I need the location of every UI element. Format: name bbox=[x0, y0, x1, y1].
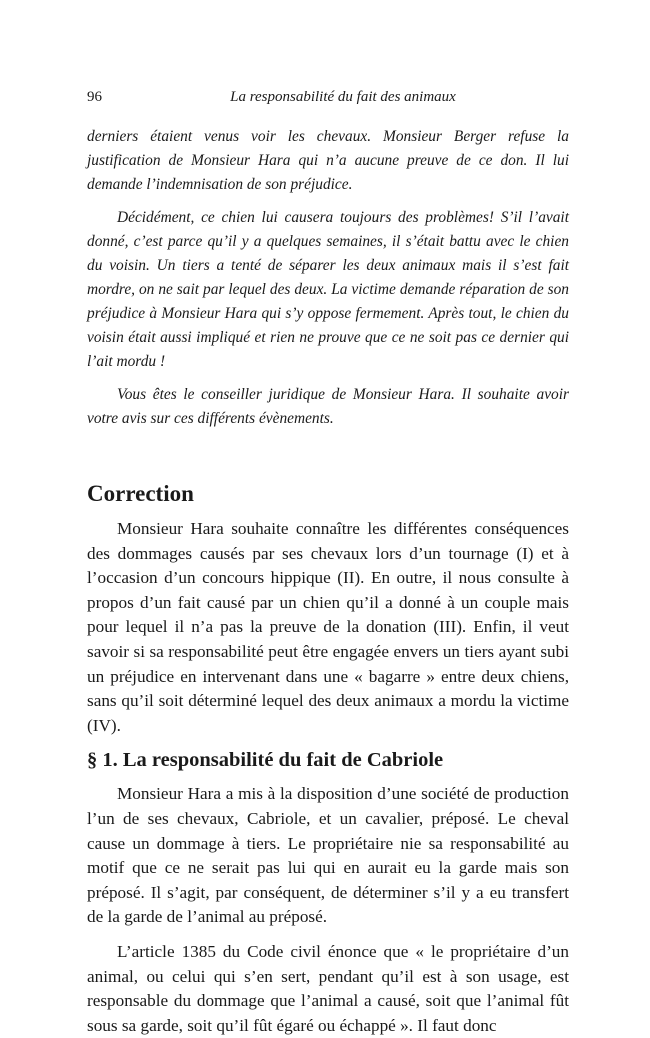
running-title: La responsabilité du fait des animaux bbox=[230, 89, 456, 105]
page-number: 96 bbox=[87, 89, 102, 105]
exercise-paragraph: Décidément, ce chien lui causera toujours des problèmes! S’il l’avait donné, c’est parce qu’il y a quelques semaines, il s’était battu avec le chien du voisin. Un tiers a tenté de séparer les deux animaux mais il s’est fait mordre, on ne sait par lequel des deux. La victime demande réparation de son préjudice à Monsieur Hara qui s’y oppose fermement. Après tout, le chien du voisin était aussi impliqué et rien ne prouve que ce ne soit pas ce dernier qui l’ait mordu ! bbox=[87, 209, 569, 370]
running-header bbox=[87, 89, 569, 113]
exercise-paragraph-continued: derniers étaient venus voir les chevaux. Monsieur Berger refuse la justification de Monsieur Hara qui n’a aucune preuve de ce don. Il lui demande l’indemnisation de son préjudice. bbox=[87, 128, 569, 193]
correction-intro: Monsieur Hara souhaite connaître les différentes conséquences des dommages causés par ses chevaux lors d’un tournage (I) et à l’occasion d’un concours hippique (II). En outre, il nous consulte à propos d’un fait causé par un chien qu’il a donné à un couple mais pour lequel il n’a pas la preuve de la donation (III). Enfin, il veut savoir si sa responsabilité peut être engagée envers un tiers ayant subi un préjudice en intervenant dans une « bagarre » entre deux chiens, sans qu’il soit déterminé lequel des deux animaux a mordu la victime (IV). bbox=[87, 519, 569, 735]
section-paragraph: Monsieur Hara a mis à la disposition d’une société de production l’un de ses chevaux, Cabriole, et un cavalier, préposé. Le cheval cause un dommage à tiers. Le propriétaire nie sa responsabilité au motif que ce ne serait pas lui qui en aurait eu la garde mais son préposé. Il s’agit, par conséquent, de déterminer s’il y a eu transfert de la garde de l’animal au préposé. bbox=[87, 784, 569, 927]
page-body bbox=[87, 125, 569, 1038]
section-heading: § 1. La responsabilité du fait de Cabriole bbox=[87, 749, 444, 772]
exercise-question: Vous êtes le conseiller juridique de Monsieur Hara. Il souhaite avoir votre avis sur ces différents évènements. bbox=[87, 386, 569, 427]
section-paragraph: L’article 1385 du Code civil énonce que « le propriétaire d’un animal, ou celui qui s’en sert, pendant qu’il est à son usage, est responsable du dommage que l’animal a causé, soit que l’animal fût sous sa garde, soit qu’il fût égaré ou échappé ». Il faut donc bbox=[87, 941, 569, 1035]
correction-heading: Correction bbox=[87, 481, 194, 506]
